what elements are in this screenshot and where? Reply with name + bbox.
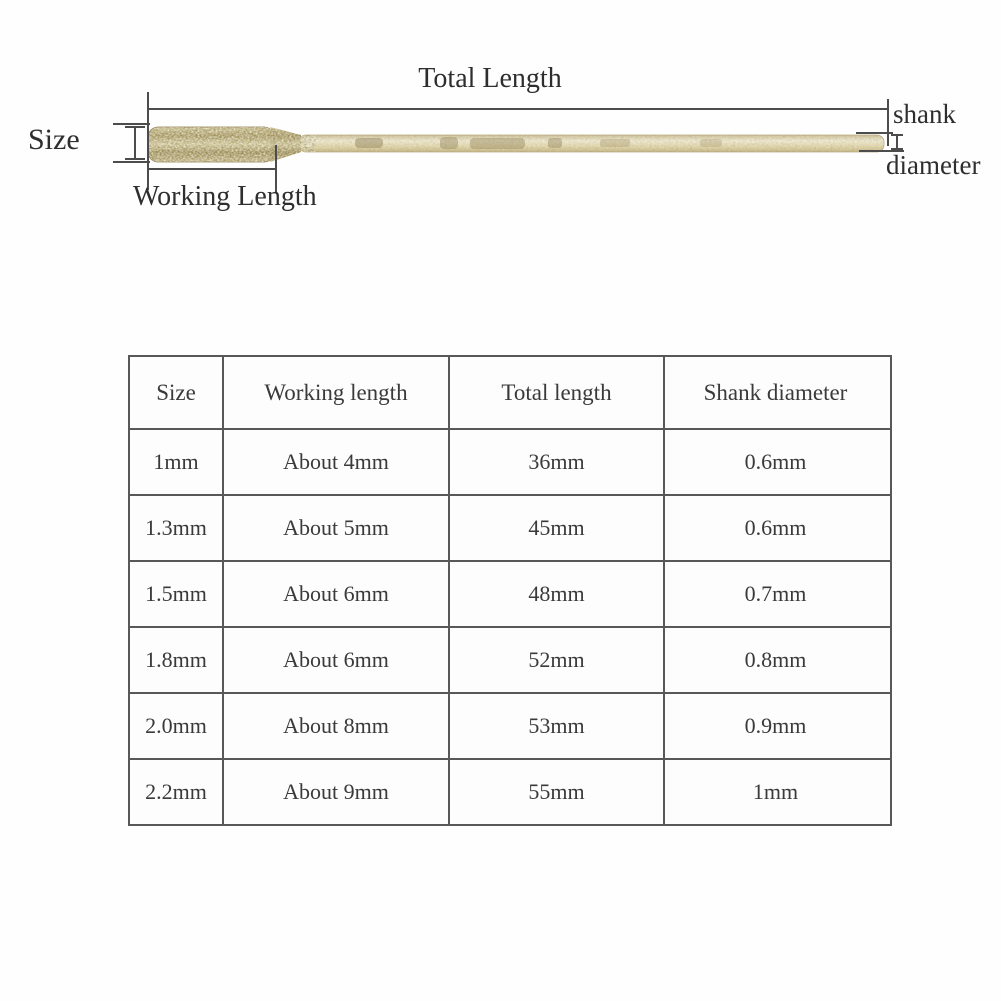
table-cell-total-length: 36mm bbox=[450, 430, 665, 494]
table-cell-total-length: 55mm bbox=[450, 760, 665, 824]
table-header-working-length: Working length bbox=[224, 357, 450, 428]
table-header-size: Size bbox=[130, 357, 224, 428]
table-cell-size: 2.2mm bbox=[130, 760, 224, 824]
table-cell-working-length: About 8mm bbox=[224, 694, 450, 758]
table-cell-shank-diameter: 0.6mm bbox=[744, 515, 807, 540]
table-cell-total-length: 52mm bbox=[450, 628, 665, 692]
table-cell-working-length: About 4mm bbox=[224, 430, 450, 494]
size-label: Size bbox=[28, 123, 80, 156]
total-length-label: Total Length bbox=[418, 63, 562, 94]
table-cell-shank-diameter: 0.8mm bbox=[744, 647, 807, 672]
table-cell-size: 1.3mm bbox=[130, 496, 224, 560]
drill-bit-body bbox=[148, 124, 884, 166]
table-cell-size: 1.5mm bbox=[130, 562, 224, 626]
table-row bbox=[130, 430, 890, 496]
shank-label: shank bbox=[893, 99, 956, 129]
table-cell-size: 1.8mm bbox=[130, 628, 224, 692]
table-row bbox=[130, 694, 890, 760]
table-row bbox=[130, 628, 890, 694]
table-cell-working-length: About 6mm bbox=[224, 628, 450, 692]
table-cell-total-length: 53mm bbox=[450, 694, 665, 758]
table-cell-total-length: 48mm bbox=[450, 562, 665, 626]
drill-bit-illustration bbox=[0, 0, 1001, 260]
table-cell-shank-diameter: 0.7mm bbox=[744, 581, 807, 606]
table-cell-working-length: About 9mm bbox=[224, 760, 450, 824]
table-cell-shank-diameter: 0.9mm bbox=[744, 713, 807, 738]
table-cell-size: 1mm bbox=[130, 430, 224, 494]
table-cell-total-length: 45mm bbox=[450, 496, 665, 560]
working-length-label: Working Length bbox=[133, 181, 317, 212]
spec-table bbox=[128, 355, 892, 826]
bit-texture bbox=[148, 124, 884, 166]
table-cell-working-length: About 5mm bbox=[224, 496, 450, 560]
table-header-shank-diameter: Shank diameter bbox=[703, 379, 848, 405]
table-cell-size: 2.0mm bbox=[130, 694, 224, 758]
table-row bbox=[130, 562, 890, 628]
table-cell-shank-diameter: 0.6mm bbox=[744, 449, 807, 474]
table-row bbox=[130, 760, 890, 824]
table-cell-shank-diameter: 1mm bbox=[752, 779, 799, 804]
diameter-label: diameter bbox=[886, 150, 981, 180]
drill-bit-diagram bbox=[0, 0, 1001, 260]
table-header-row bbox=[130, 357, 890, 430]
table-row bbox=[130, 496, 890, 562]
table-cell-working-length: About 6mm bbox=[224, 562, 450, 626]
table-header-total-length: Total length bbox=[450, 357, 665, 428]
